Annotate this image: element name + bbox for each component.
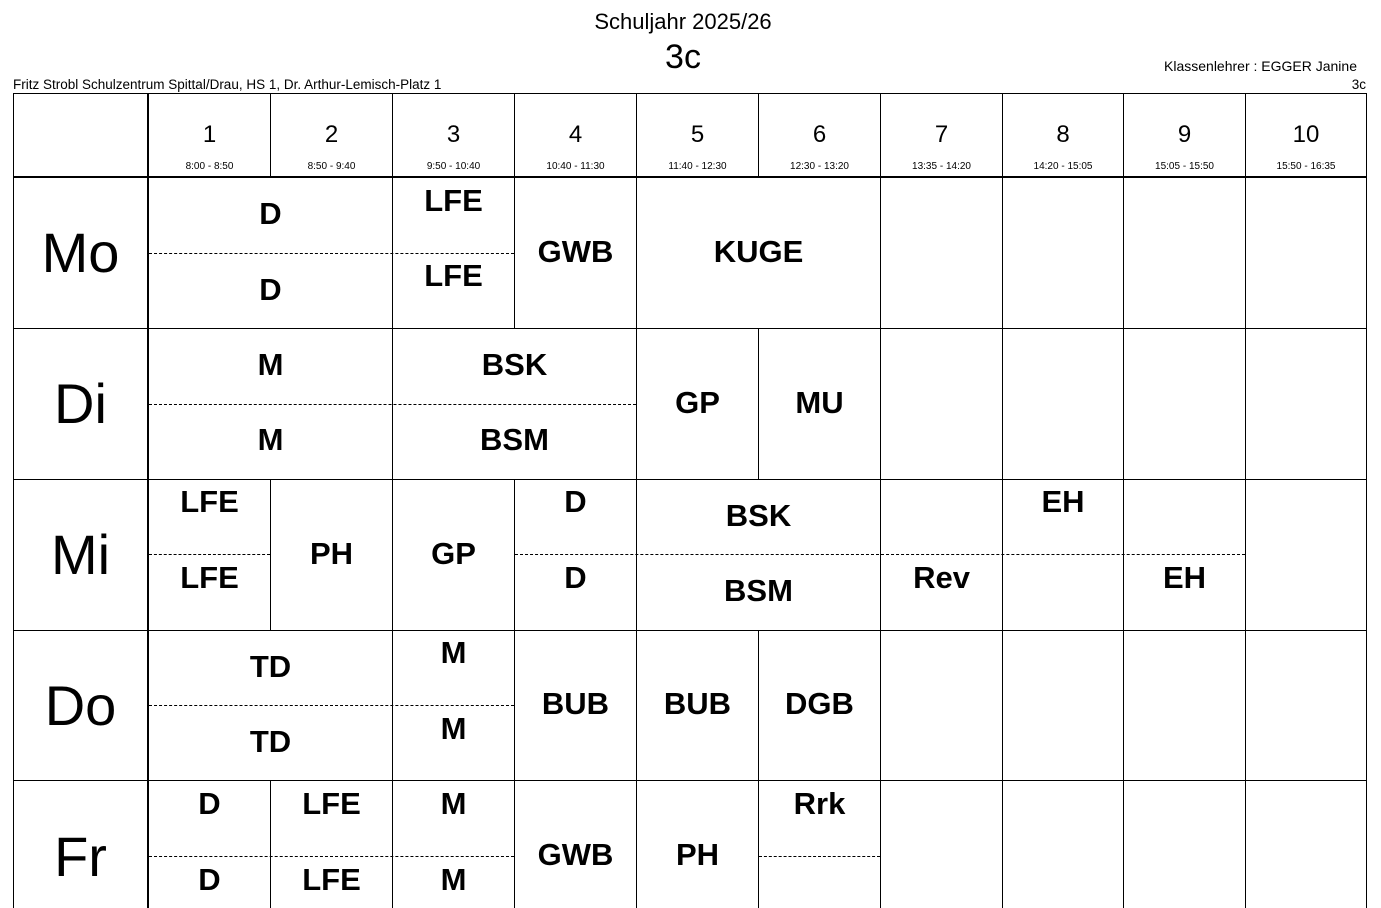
cell-border [1002,328,1003,479]
split-line [149,705,514,706]
cell-border [880,177,881,328]
lesson-mo-p56: KUGE [713,234,804,269]
cell-border [1123,328,1124,479]
row-divider-mo-di [13,328,1367,329]
header-bottom-border [13,176,1367,178]
row-divider-do-fr [13,780,1367,781]
lesson-mi-p2: PH [309,536,354,571]
lesson-mi-p1-top: LFE [180,484,239,519]
period-number: 6 [812,121,827,148]
day-label-di: Di [54,372,107,435]
lesson-mi-p4-top: D [564,484,587,519]
cell-border [1245,479,1246,630]
lesson-mi-p3: GP [431,536,476,571]
lesson-do-p4: BUB [541,686,610,721]
period-number: 9 [1177,121,1192,148]
lesson-fr-p5: PH [675,837,720,872]
lesson-fr-p2-top: LFE [302,786,361,821]
lesson-mi-p1-bottom: LFE [180,560,239,595]
cell-border [1002,630,1003,780]
period-number: 10 [1292,121,1320,148]
cell-border [1245,328,1246,479]
class-title: 3c [665,38,701,76]
lesson-fr-p6-top: Rrk [793,786,846,821]
cell-border [1245,780,1246,908]
lesson-di-p12-top: M [257,347,284,382]
split-line [759,856,880,857]
period-time: 11:40 - 12:30 [668,161,727,172]
period-number: 4 [568,121,583,148]
row-divider-di-mi [13,479,1367,480]
table-left-border [13,93,14,908]
lesson-mi-p4-bottom: D [564,560,587,595]
school-address: Fritz Strobl Schulzentrum Spittal/Drau, HS 1, Dr. Arthur-Lemisch-Platz 1 [13,77,442,92]
cell-border [880,780,881,908]
lesson-fr-p1-bottom: D [198,862,221,897]
lesson-do-p12-top: TD [249,649,292,684]
cell-border [1002,780,1003,908]
lesson-di-p12-bottom: M [257,422,284,457]
school-year-title: Schuljahr 2025/26 [594,9,772,34]
lesson-mo-p3-top: LFE [424,183,483,218]
lesson-di-p34-top: BSK [481,347,548,382]
lesson-di-p34-bottom: BSM [480,422,549,457]
period-number: 5 [690,121,705,148]
day-label-do: Do [44,674,117,737]
lesson-di-p6: MU [795,385,844,420]
lesson-mi-p8-top: EH [1041,484,1085,519]
lesson-mi-p9-bottom: EH [1162,560,1207,595]
period-time: 15:05 - 15:50 [1155,161,1214,172]
row-divider-mi-do [13,630,1367,631]
cell-border [1123,630,1124,780]
split-line [149,253,514,254]
split-line [149,856,514,857]
period-number: 1 [202,121,217,148]
period-number: 3 [446,121,461,148]
day-label-mi: Mi [50,523,111,586]
lesson-fr-p2-bottom: LFE [302,862,361,897]
cell-border [1123,780,1124,908]
lesson-do-p3-top: M [440,635,467,670]
cell-border [880,328,881,479]
lesson-mo-p3-bottom: LFE [424,258,483,293]
period-time: 10:40 - 11:30 [546,161,605,172]
split-line [149,404,636,405]
lesson-fr-p1-top: D [198,786,221,821]
day-label-mo: Mo [41,221,120,284]
lesson-do-p12-bottom: TD [249,724,292,759]
period-time: 14:20 - 15:05 [1033,161,1093,172]
period-time: 15:50 - 16:35 [1276,161,1336,172]
lesson-fr-p4: GWB [537,837,614,872]
class-label-small: 3c [1351,77,1366,92]
cell-border [1245,177,1246,328]
lesson-mi-p56-bottom: BSM [724,573,793,608]
lesson-do-p5: BUB [663,686,732,721]
split-line [515,554,1245,555]
lesson-do-p6: DGB [785,686,854,721]
lesson-mo-p12-top: D [259,196,282,231]
period-number: 8 [1056,121,1070,148]
period-number: 7 [934,121,949,148]
period-time: 9:50 - 10:40 [426,161,481,172]
table-top-border [13,93,1367,94]
lesson-mo-p4: GWB [537,234,614,269]
lesson-do-p3-bottom: M [440,711,467,746]
cell-border [880,630,881,780]
period-number: 2 [324,121,339,148]
table-right-border [1366,93,1367,908]
period-time: 8:00 - 8:50 [185,161,234,172]
cell-border [1123,177,1124,328]
lesson-mi-p7-bottom: Rev [913,560,970,595]
lesson-di-p5: GP [675,385,720,420]
day-label-fr: Fr [54,825,107,888]
period-time: 8:50 - 9:40 [307,161,356,172]
lesson-fr-p3-bottom: M [440,862,467,897]
cell-border [1002,177,1003,328]
split-line [149,554,270,555]
lesson-mi-p56-top: BSK [725,498,792,533]
lesson-mo-p12-bottom: D [259,272,282,307]
period-time: 13:35 - 14:20 [912,161,971,172]
class-teacher: Klassenlehrer : EGGER Janine [1164,58,1357,74]
lesson-fr-p3-top: M [440,786,467,821]
period-time: 12:30 - 13:20 [790,161,849,172]
cell-border [1245,630,1246,780]
